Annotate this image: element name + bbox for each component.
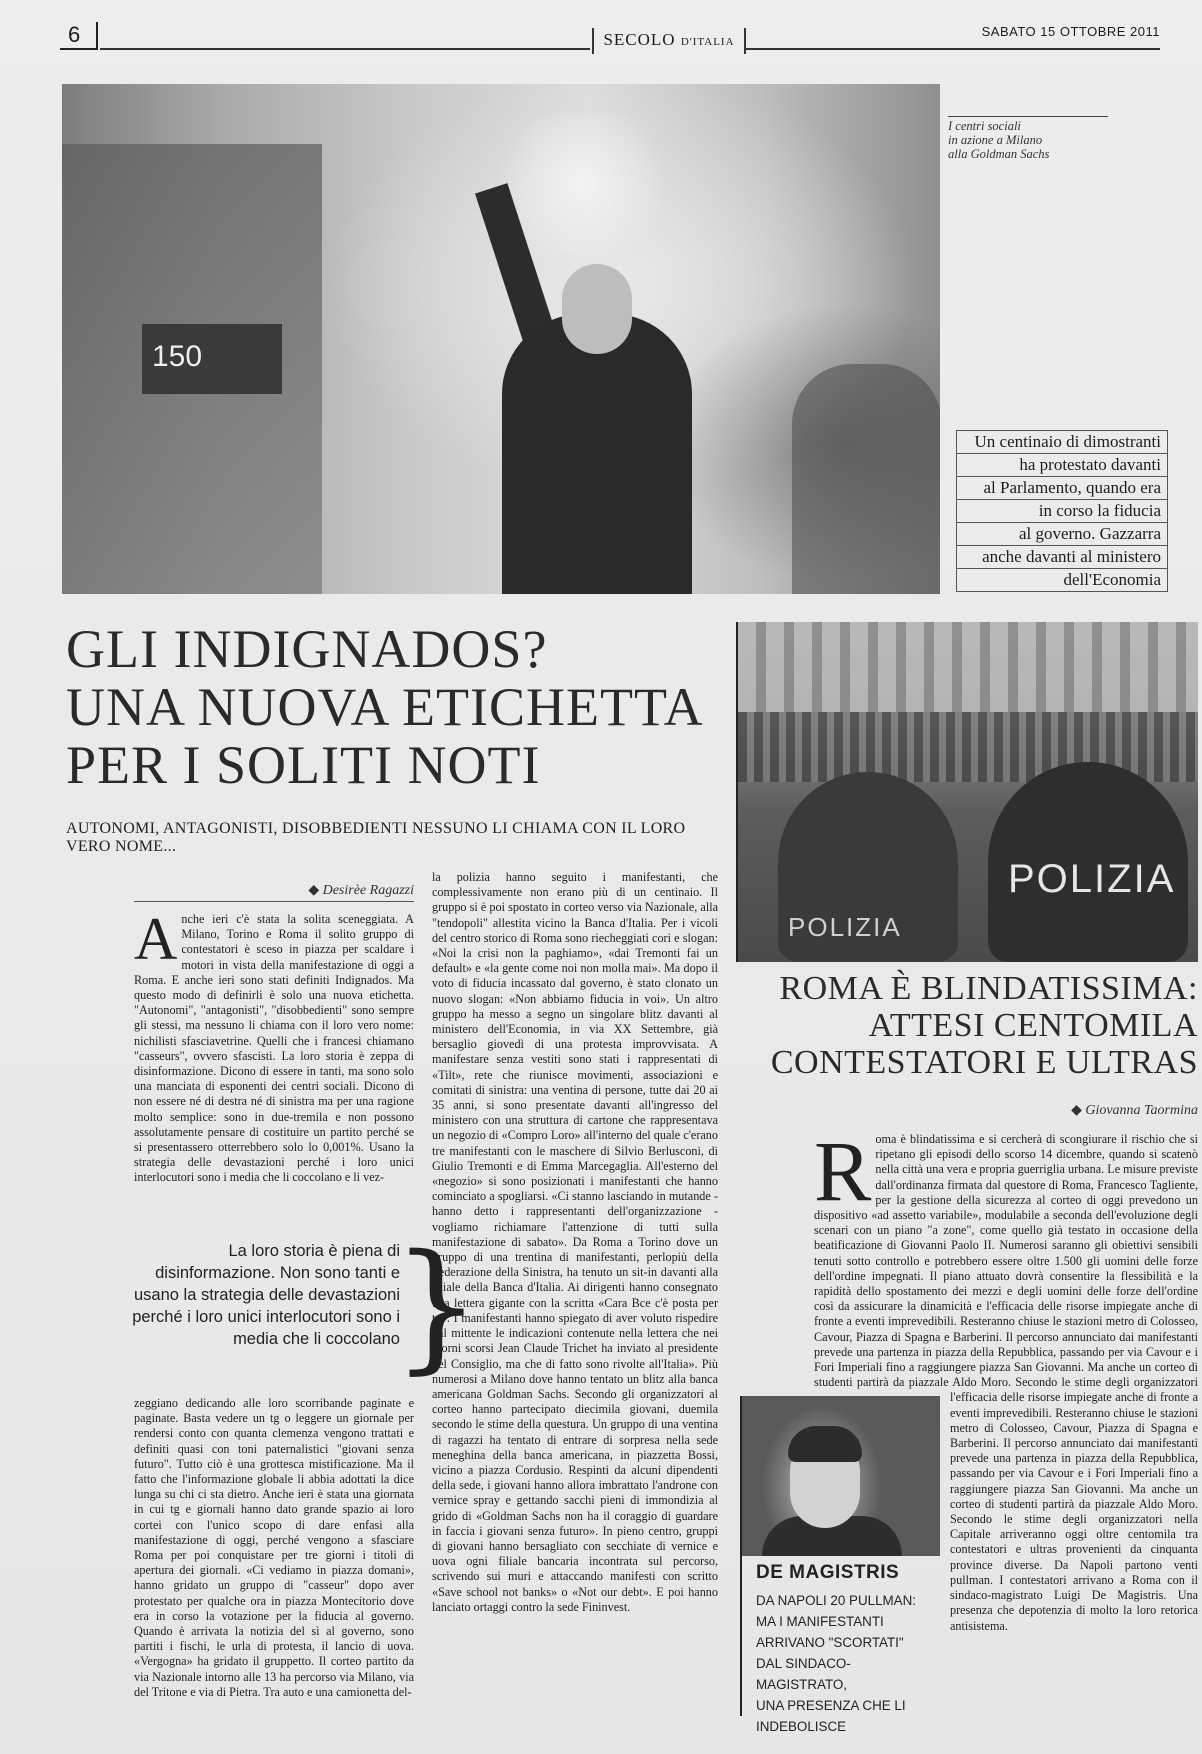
masthead-rule-right [746, 48, 1160, 50]
article1-col1-top [134, 912, 414, 1210]
article2-continued [950, 1390, 1198, 1716]
right-headline-line: ATTESI CENTOMILA [868, 1007, 1198, 1044]
photo-polizia-text-2: POLIZIA [788, 912, 902, 942]
article2-text: oma è blindatissima e si cercherà di scongiurare il rischio che si ripetano gli episodi dello scorso 14 dicembre, quando si scatenò nella città una vera e propria guerriglia urbana. Le misure previste dall'ordinanza firmata dal questore di Roma, Francesco Tagliente, per la gestione della sicurezza al corteo di oggi prevedono un dispositivo «ad assetto variabile», modulabile a seconda dell'evoluzione degli scenari con un piano "a zone", come quello già testato in occasione della beatificazione di Giovanni Paolo II. Numerosi saranno gli obiettivi sensibili tenuti sotto controllo e potrebbero essere oltre 1.500 gli uomini delle forze dell'ordine impegnati. Il piano attuato dovrà consentire la flessibilità e la rapidità dello spostamento dei mezzi e degli uomini delle forze dell'ordine così da assicurare la dinamicità e l'efficacia delle risorse impiegate anche di fronte a eventi imprevedibili. Resteranno chiuse le stazioni metro di Colosseo, Cavour, Piazza di Spagna e Barberini. Il percorso annunciato dai manifestanti prevede una partenza in piazza della Repubblica, passando per via Cavour e i Fori Imperiali fino a raggiungere piazza San Giovanni. Ma anche un corteo di studenti partirà da piazzale Aldo Moro. Secondo le stime degli organizzatori [814, 1132, 1198, 1390]
subtitle-line: DAL SINDACO-MAGISTRATO, [756, 1656, 851, 1692]
page-number: 6 [60, 22, 98, 50]
photo-hair [788, 1426, 862, 1462]
dropcap: R [814, 1132, 872, 1219]
masthead [60, 22, 1160, 52]
lined-caption-line: in corso la fiducia [957, 500, 1167, 523]
byline-right: ◆ Giovanna Taormina [1071, 1103, 1198, 1118]
de-magistris-title: DE MAGISTRIS [756, 1562, 900, 1583]
article1-text: nche ieri c'è stata la solita sceneggiata. A Milano, Torino e Roma il solito gruppo di contestatori è sceso in piazza per scaldare i motori in vista della manifestazione di oggi a Roma. E anche ieri sono stati definiti Indignados. Ma questo modo di definirli è solo una nuova etichetta. "Autonomi", "antagonisti", "disobbedienti" sono sempre gli stessi, ma nessuno li chiama con il loro vero nome: nichilisti sfasciavetrine. Quelli che i francesi chiamano "casseurs", ovvero sfascisti. La loro storia è zeppa di disinformazione. Dicono di essere in tanti, ma sono solo una manciata di esponenti dei centri sociali. Dicono di non essere né di destra né di sinistra ma per una ragione molto semplice: sono in due-tremila e non possono assolutamente pensare di costituire un partito perché se si presentassero otterrebbero solo lo 0,001%. Usano la strategia delle devastazioni perché i loro unici interlocutori sono i media che li coccolano e li vez- [134, 912, 414, 1185]
photo-protester-head [562, 264, 632, 354]
photo-sign-150: 150 [142, 324, 282, 394]
headline-line: PER I SOLITI NOTI [66, 735, 541, 795]
article1-col1-bottom: zeggiano dedicando alle loro scorribande paginate e paginate. Basta vedere un tg o leggere un giornale per rendersi conto con quanta clemenza vengono trattati e definiti quasi con toni paternalistici "giovani senza futuro". Tutto ciò è una grottesca mistificazione. Ma il fatto che l'informazione globale li abbia adottati la dice lunga su chi ci sta dietro. Anche ieri è stata una giornata in cui tg e giornali hanno dato grande spazio ai loro cortei con l'unico scopo di dare enfasi alla manifestazione di oggi, perché vengono a sfasciare Roma per poi conquistare per tre giorni i titoli di apertura dei giornali. «Ci vediamo in piazza domani», hanno gridato un gruppo di "casseur" dopo aver protestato per qualche ora in piazza Montecitorio dove era in corso la votazione per la fiducia al governo. Quando è arrivata la notizia del sì al governo, sono partiti i fischi, le urla di protesta, il lancio di uova. «Vergogna» ha gridato il gruppetto. Il corteo partito da via Nazionale intorno alle 13 ha percorso via Milano, via del Tritone e via di Pietra. Tra auto e una camionetta del- [134, 1396, 414, 1699]
article2-top [814, 1132, 1198, 1390]
headline-line: GLI INDIGNADOS? [66, 619, 548, 679]
main-headline [66, 620, 726, 794]
byline-left: ◆ Desirèe Ragazzi [134, 882, 414, 902]
photo-caption-top [948, 116, 1108, 161]
subheadline: AUTONOMI, ANTAGONISTI, DISOBBEDIENTI NESSUNO LI CHIAMA CON IL LORO VERO NOME... [66, 820, 686, 855]
photo-de-magistris [740, 1396, 940, 1556]
photo-protester-smoke [62, 84, 940, 594]
article2-text-continued: l'efficacia delle risorse impiegate anche di fronte a eventi imprevedibili. Resteranno chiuse le stazioni metro di Colosseo, Cavour, Piazza di Spagna e Barberini. Il percorso annunciato dai manifestanti prevede una partenza in piazza della Repubblica, passando per via Cavour e i Fori Imperiali fino a raggiungere piazza San Giovanni. Ma anche un corteo di studenti partirà da piazzale Aldo Moro. Secondo le stime degli organizzatori nella Capitale arriveranno oggi oltre centomila tra contestatori e ultras provenienti da cinquanta province diverse. Da Napoli partono venti pullman. I contestatori arrivano a Roma con il sindaco-magistrato Luigi De Magistris. Una presenza che depotenzia di molto la loro retorica antisistema. [950, 1390, 1198, 1633]
masthead-title-main: SECOLO [603, 30, 676, 49]
subtitle-line: MA I MANIFESTANTI [756, 1614, 884, 1629]
article1-col2: la polizia hanno seguito i manifestanti, che complessivamente non erano più di un centinaio. Il gruppo si è poi spostato in corteo verso via Nazionale, alla "tendopoli" allestita vicino la Banca d'Italia. Per i vicoli del centro storico di Roma sono riecheggiati cori e slogan: «Noi la crisi non la paghiamo», «dai Tremonti fai un default» e «la gente come noi non molla mai». Ma dopo il voto di fiducia incassato dal governo, è stato clonato un nuovo slogan: «Non abbiamo fiducia in voi». Un altro gruppo ha messo a segno un singolare blitz davanti al ministero dell'Economia, in via XX Settembre, già bersaglio giovedì di una protesta improvvisata. A manifestare senza vestiti sono stati i rappresentati di «Tilt», rete che riunisce movimenti, associazioni e comitati di sinistra: una ventina di persone, tutte dai 20 ai 35 anni, si sono presentate davanti all'ingresso del ministero con una struttura di cartone che rappresentava un negozio di «Compro Loro» all'interno del quale c'erano tre manifestanti con le maschere di Silvio Berlusconi, di Giulio Tremonti e di Emma Marcegaglia. All'esterno del «negozio» si sono posizionati i manifestanti che hanno cominciato a spogliarsi. «Ci stanno lasciando in mutande - hanno detto i rappresentanti dell'organizzazione - vogliamo richiamare l'attenzione di tutti sulla manifestazione di sabato». Da Roma a Torino dove un gruppo di una trentina di manifestanti, perlopiù della Federazione della Sinistra, ha tenuto un sit-in davanti alla filiale della Banca d'Italia. Ai dirigenti hanno consegnato una lettera gigante con la scritta «Cara Bce c'è posta per te». I manifestanti hanno spiegato di aver voluto rispedire «al mittente le indicazioni contenute nella lettera che nei giorni scorsi Jean Claude Trichet ha inviato al presidente del Consiglio, ma che di fatto sono rivolte all'Italia». Più numerosi a Milano dove hanno tentato un blitz alla banca americana Goldman Sachs. Secondo gli organizzatori al corteo hanno partecipato diecimila giovani, duemila secondo le stime della questura. Un gruppo di una ventina di ragazzi ha tentato di entrare di sorpresa nella sede meneghina della banca americana, in piazzetta Bossi, vicino a piazza Cordusio. Respinti da alcuni dipendenti della sede, i giovani hanno allora imbrattato l'androne con vernice spray e gettando sacchi pieni di immondizia al grido di «Goldman Sachs non ha il coraggio di guardare in faccia i giovani senza futuro». In pieno centro, gruppi di giovani hanno bersagliato con secchiate di vernice e uova ogni filiale bancaria incontrata sul percorso, scrivendo sui muri e attaccando manifesti con scritto «Save school not banks» o «Not our debt». E poi hanno lanciato ortaggi contro la sede Fininvest. [432, 870, 718, 1614]
lined-caption-box [956, 430, 1168, 592]
de-magistris-box [740, 1556, 940, 1734]
caption-line: in azione a Milano [948, 133, 1043, 147]
headline-line: UNA NUOVA ETICHETTA [66, 677, 704, 737]
brace-glyph: } [392, 1225, 482, 1388]
photo-buildings [738, 622, 1198, 712]
lined-caption-line: dell'Economia [1063, 570, 1161, 589]
masthead-date: SABATO 15 OTTOBRE 2011 [981, 24, 1160, 39]
dropcap: A [134, 912, 178, 972]
caption-line: alla Goldman Sachs [948, 147, 1050, 161]
lined-caption-line: al governo. Gazzarra [957, 523, 1167, 546]
subtitle-line: UNA PRESENZA CHE LI INDEBOLISCE [756, 1698, 906, 1734]
photo-protester [502, 314, 692, 594]
right-headline-line: ROMA È BLINDATISSIMA: [779, 970, 1198, 1007]
lined-caption-line: ha protestato davanti [957, 454, 1167, 477]
subtitle-line: ARRIVANO "SCORTATI" [756, 1635, 904, 1650]
lined-caption-line: al Parlamento, quando era [957, 477, 1167, 500]
masthead-title [592, 28, 746, 54]
masthead-title-small: D'ITALIA [680, 36, 735, 48]
photo-polizia-text: POLIZIA [1008, 857, 1176, 901]
pull-quote: La loro storia è piena di disinformazione. Non sono tanti e usano la strategia delle devastazioni perché i loro unici interlocutori sono i media che li coccolano [132, 1242, 400, 1348]
caption-line: I centri sociali [948, 119, 1021, 133]
masthead-rule-left [100, 48, 590, 50]
right-headline [742, 970, 1198, 1081]
de-magistris-subtitle [756, 1590, 940, 1737]
right-headline-line: CONTESTATORI E ULTRAS [770, 1044, 1198, 1081]
lined-caption-line: anche davanti al ministero [957, 546, 1167, 569]
subtitle-line: DA NAPOLI 20 PULLMAN: [756, 1593, 917, 1608]
lined-caption-line: Un centinaio di dimostranti [957, 431, 1167, 454]
photo-background-figures [792, 364, 940, 594]
photo-police-helmets [736, 622, 1198, 962]
